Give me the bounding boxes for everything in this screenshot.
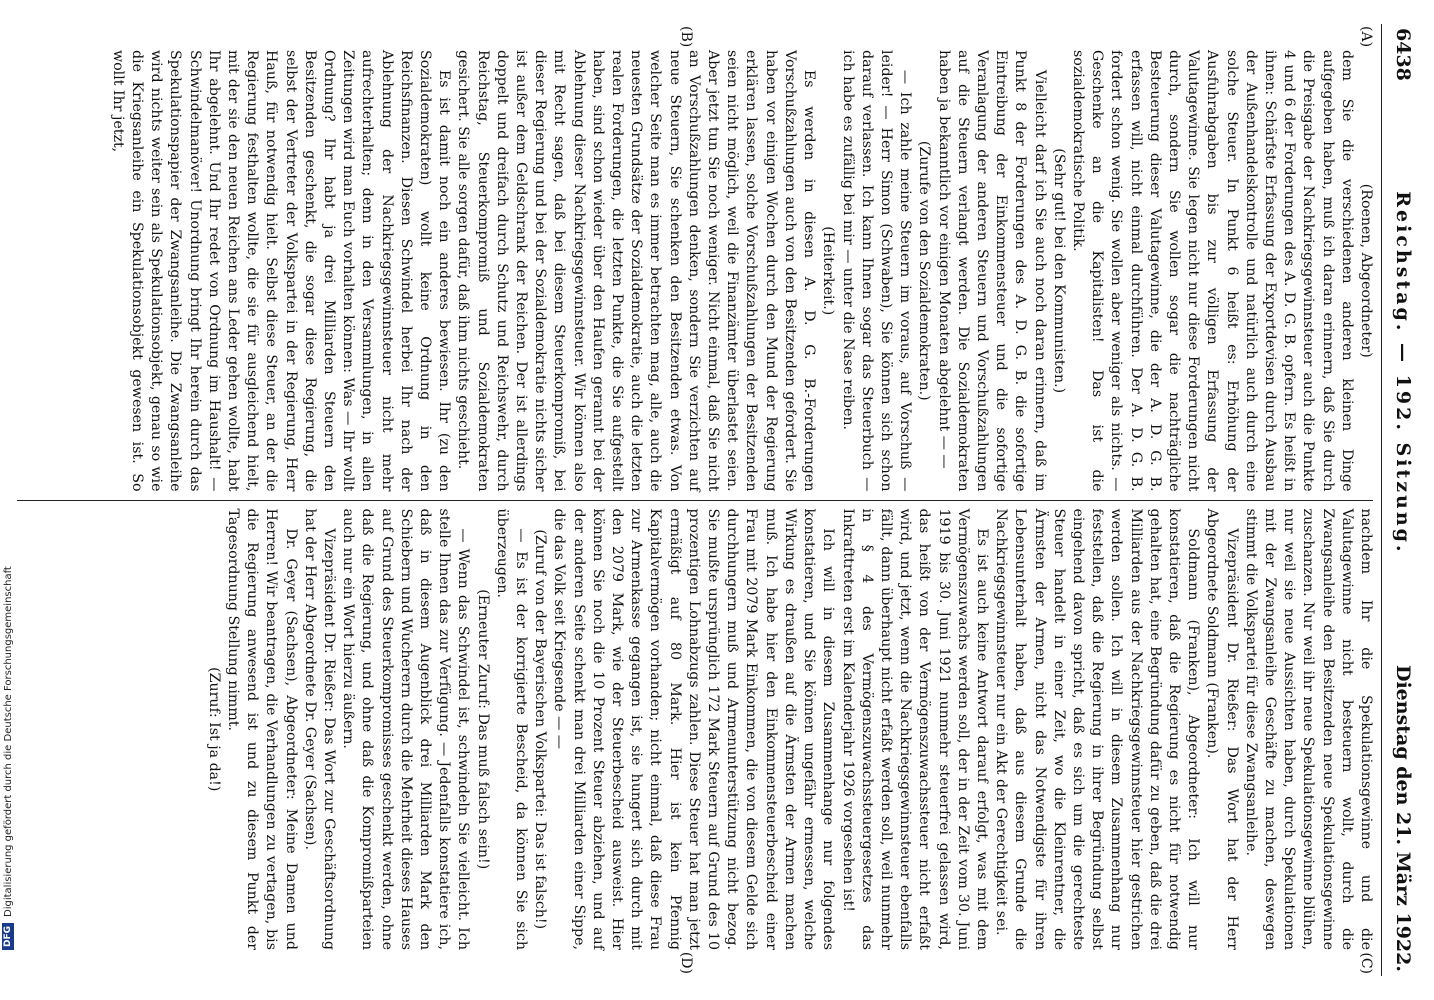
paragraph: Es werden in diesen A. D. G. B.-Forderungen Vorschußzahlungen auch von den Besitzenden gefordert. Sie haben vor einigen Wochen durch den Mund der Regierung erklären lassen, solche Vorschußzahlungen der Besitzenden seien nicht möglich, weil die Finanzämter überlastet seien. Aber jetzt tun Sie noch weniger. Nicht einmal, daß Sie nicht an Vorschußzahlungen denken, sondern Sie verzichten auf neue Steuern, Sie schenken den Besitzenden etwas. Von welcher Seite man es immer betrachten mag, alle, auch die neuesten Grundsätze der Sozialdemokratie, auch die letzten realen Forderungen, die letzten Punkte, die Sie aufgestellt haben, sind schon wieder über den Haufen gerannt bei der Ablehnung dieser Nachkriegsgewinnsteuer. Wir können also mit Recht sagen, daß bei diesem Steuerkompromiß, bei dieser Regierung und bei der Sozialdemokratie nichts sicher ist außer dem Geldschrank der Reichen. Der ist allerdings doppelt und dreifach durch Schutz und Reichswehr, durch Reichstag, Steuerkompromiß und Sozialdemokraten gesichert. Sie alle sorgen dafür, daß ihm nichts geschieht. <box>455 50 818 492</box>
margin-marker-c: (C) <box>1358 952 1374 974</box>
paragraph: — Es ist der korrigierte Bescheid, da können Sie sich überzeugen. <box>493 508 530 950</box>
interjection: (Heiterkeit.) <box>820 226 837 316</box>
interjection: (Sehr gut! bei den Kommunisten.) <box>1050 148 1067 394</box>
dfg-logo: DFG <box>2 923 14 950</box>
paragraph: dem Sie die verschiedenen anderen kleinen Dinge aufgegeben haben, muß ich daran erinnern, daß Sie durch die Preisgabe der Nachkriegsgewinnsteuer auch die Punkte 4 und 6 der Forderungen des A. D. G. B. opfern. Es heißt in ihnen: Schärfste Erfassung der Exportdevisen durch Ausbau der Außenhandelskontrolle und natürlich auch durch eine solche Steuer. In Punkt 6 heißt es: Erhöhung der Ausfuhrabgaben bis zur völligen Erfassung der Valutagewinne. Sie legen nicht nur diese Forderungen nicht durch, sondern Sie wollen sogar die nachträgliche Besteuerung dieser Valutagewinne, die der A. D. G. B. erfassen will, nicht einmal durchführen. Der A. D. G. B. fordert schon wenig. Sie wollen aber weniger als nichts. — Geschenke an die Kapitalisten! Das ist die sozialdemokratische Politik. <box>1069 50 1355 492</box>
paragraph: Soldmann (Franken), Abgeordneter: Ich will nur konstatieren, daß die Regierung es nicht für notwendig gehalten hat, eine Begründung dafür zu geben, daß die drei Milliarden aus der Nachkriegsgewinnsteuer hier gestrichen werden sollen. Ich will in diesem Zusammenhang nur feststellen, daß die Regierung in ihrer Begründung selbst eingehend davon spricht, daß es sich um die gerechteste Steuer handelt in einer Zeit, wo die Kleinrentner, die Ärmsten der Armen, nicht das Notwendigste für ihren Lebensunterhalt haben, daß aus diesem Grunde die Nachkriegsgewinnsteuer nur ein Akt der Gerechtigkeit sei. <box>993 508 1202 950</box>
paragraph: Ich will in diesem Zusammenhange nur folgendes konstatieren, und Sie können ungefähr ermessen, welche Wirkung es draußen auf die Ärmsten der Armen machen muß. Ich habe hier den Einkommensteuerbescheid einer Frau mit 2079 Mark Einkommen, die von diesem Gelde sich durchhungern muß und Armenunterstützung nicht bezog. Sie mußte ursprünglich 172 Mark Steuern auf Grund des 10 prozentigen Lohnabzugs zahlen. Diese Steuer hat man jetzt ermäßigt auf 80 Mark. Hier ist kein Pfennig Kapitalvermögen vorhanden; nicht einmal, daß diese Frau zur Armenkasse gegangen ist, sie hungert sich durch mit den 2079 Mark, wie der Steuerbescheid ausweist. Hier können Sie noch die 10 Prozent Steuer abziehen, und auf der anderen Seite schenkt man drei Milliarden einer Sippe, die das Volk seit Kriegsende — — <box>551 508 837 950</box>
paragraph: — Wenn das Schwindel ist, schwindeln Sie vielleicht. Ich stelle Ihnen das zur Verfügung. — Jedenfalls konstatiere ich, daß in diesem Augenblick drei Milliarden Mark den Schiebern und Wucherern durch die Mehrheit dieses Hauses auf Grund des Steuerkompromisses geschenkt werden, ohne daß die Regierung, und ohne daß die Kompromißparteien auch nur ein Wort hierzu äußern. <box>340 508 472 950</box>
paragraph: Vizepräsident Dr. Rießer: Das Wort zur Geschäftsordnung hat der Herr Abgeordnete Dr. Geyer (Sachsen). <box>301 508 338 950</box>
speaker-tag: (Roenen, Abgeordneter) <box>1358 183 1374 358</box>
paragraph: Dr. Geyer (Sachsen), Abgeordneter: Meine Damen und Herren! Wir beantragen, die Verhandlungen zu vertagen, bis die Regierung anwesend ist und zu diesem Punkt der Tagesordnung Stellung nimmt. <box>225 508 299 950</box>
page-header <box>1381 24 1414 976</box>
newspaper-page <box>10 10 1424 990</box>
page-number: 6438 <box>1392 28 1414 81</box>
margin-marker-b: (B) <box>678 26 694 48</box>
left-column <box>15 24 1375 498</box>
paragraph: Es ist damit noch ein anderes bewiesen. Ihr (zu den Sozialdemokraten) wollt keine Ordnung in den Reichsfinanzen. Diesen Schwindel herbei Ihr nach der Ablehnung der Nachkriegsgewinnsteuer nicht mehr aufrechterhalten; denn in den Versammlungen, in allen Zeitungen wird man Euch vorhalten können: Was — Ihr wollt Ordnung? Ihr habt ja drei Milliarden Steuern den Besitzenden geschenkt, die sogar diese Regierung, die selbst der Vertreter der Volkspartei in der Regierung, Herr Hauß, für notwendig hielt. Selbst diese Steuer, an der die Regierung festhalten wollte, die sie für ausgleichend hielt, mit der sie den neuen Reichen ans Leder gehen wollte, habt Ihr abgelehnt. Und Ihr redet von Ordnung im Haushalt! — Schwindelmanöver! Unordnung bringt Ihr herein durch das Spekulationspapier der Zwangsanleihe. Die Zwangsanleihe wird nichts weiter sein als Spekulationsobjekt, genau so wie die Kriegsanleihe ein Spekulationsobjekt gewesen ist. So wollt Ihr jetzt, <box>109 50 453 492</box>
page-title: Reichstag. — 192. Sitzung. <box>1392 191 1414 555</box>
margin-marker-d: (D) <box>678 951 694 974</box>
paragraph: Vizepräsident Dr. Rießer: Das Wort hat der Herr Abgeordnete Soldmann (Franken). <box>1204 508 1240 950</box>
right-column <box>15 503 1375 977</box>
interjection: (Zurufe von den Sozialdemokraten.) <box>916 140 933 401</box>
interjection: (Zuruf: Ist ja da!) <box>205 667 222 792</box>
interjection: (Zuruf von der Bayerischen Volkspartei: Das ist falsch!) <box>532 529 549 930</box>
credit-text: Digitalisierung gefördert durch die Deutsche Forschungsgemeinschaft <box>2 566 14 917</box>
paragraph: nachdem Ihr die Spekulationsgewinne und die Valutagewinne nicht besteuern wollt, durch die Zwangsanleihe den Besitzenden neue Spekulationsgewinne zuschanzen. Nur weil ihr neue Spekulationsgewinne blühen, nur weil sie neue Aussichten haben, durch Spekulationen mit der Zwangsanleihe Geschäfte zu machen, deswegen stimmt die Volkspartei für diese Zwangsanleihe. <box>1242 508 1374 950</box>
text-columns <box>15 24 1375 976</box>
margin-marker-a: (A) <box>1358 26 1374 48</box>
paragraph: Vielleicht darf ich Sie auch noch daran erinnern, daß im Punkt 8 der Forderungen des A. D. G. B. die sofortige Eintreibung der Einkommensteuer und die sofortige Veranlagung der anderen Steuern und Vorschußzahlungen auf die Steuern verlangt werden. Die Sozialdemokraten haben ja bekanntlich vor einigen Monaten abgelehnt — — <box>935 50 1048 492</box>
page-date: Dienstag den 21. März 1922. <box>1392 664 1414 972</box>
column-divider <box>17 500 1373 501</box>
paragraph: — Ich zahle meine Steuern im voraus, auf Vorschuß — leider! — Herr Simon (Schwaben), Sie können sich schon darauf verlassen. Ich kann Ihnen sogar das Steuerbuch — ich habe es zufällig bei mir — unter die Nase reiben. <box>839 50 914 492</box>
paragraph: Es ist auch keine Antwort darauf erfolgt, was mit dem Vermögenszuwachs werden soll, der in der Zeit vom 30. Juni 1919 bis 30. Juni 1921 nunmehr steuerfrei gelassen wird, das heißt von der Vermögenszuwachssteuer nicht erfaßt wird, und jetzt, wenn die Nachkriegsgewinnsteuer ebenfalls fällt, dann überhaupt nicht erfaßt werden soll, weil nunmehr in § 4 des Vermögenszuwachssteuergesetzes das Inkrafttreten erst im Kalenderjahr 1926 vorgesehen ist! <box>839 508 990 950</box>
interjection: (Erneuter Zuruf: Das muß falsch sein!) <box>474 589 491 870</box>
